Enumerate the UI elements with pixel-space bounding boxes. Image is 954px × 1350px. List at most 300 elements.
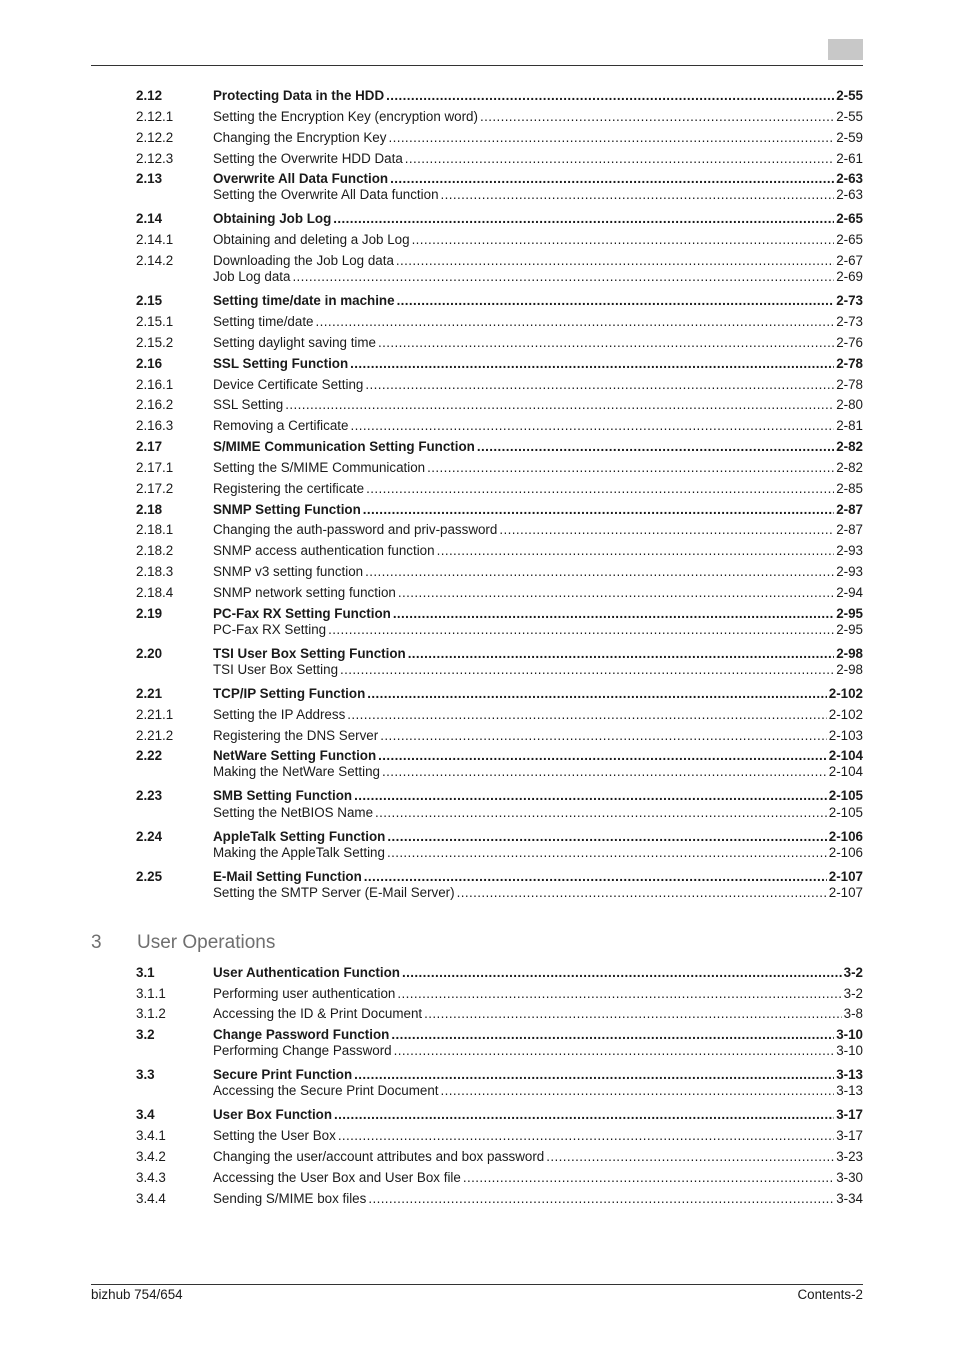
- toc-entry-title: SNMP Setting Function: [213, 502, 361, 517]
- toc-entry-number: 2.14.1: [136, 232, 174, 247]
- toc-entry-line: [213, 986, 863, 1002]
- toc-entry-number: 2.21.1: [136, 707, 174, 722]
- toc-entry-page: 3-10: [836, 1027, 863, 1042]
- toc-entry-number: 2.12.1: [136, 109, 174, 124]
- toc-entry-title: Setting time/date in machine: [213, 293, 395, 308]
- toc-entry-page: 2-59: [836, 130, 863, 145]
- toc-entry-title: Setting the IP Address: [213, 707, 346, 722]
- toc-entry-title: Obtaining Job Log: [213, 211, 332, 226]
- toc-entry-line: [213, 211, 863, 227]
- toc-entry[interactable]: [136, 845, 863, 861]
- toc-entry-line: [213, 564, 863, 580]
- toc-entry-number: 3.3: [136, 1067, 155, 1082]
- toc-entry-number: 2.14: [136, 211, 163, 226]
- toc-entry-line: [213, 1128, 863, 1144]
- toc-entry-page: 3-23: [836, 1149, 863, 1164]
- toc-entry-number: 2.16.2: [136, 397, 174, 412]
- toc-entry-line: [213, 788, 863, 804]
- toc-entry-number: 3.4.2: [136, 1149, 166, 1164]
- toc-entry-page: 2-76: [836, 335, 863, 350]
- toc-entry[interactable]: [136, 728, 863, 744]
- toc-entry-page: 2-102: [828, 707, 863, 722]
- toc-entry[interactable]: [136, 1083, 863, 1099]
- toc-entry-page: 2-95: [836, 606, 863, 621]
- toc-entry-line: [213, 187, 863, 203]
- toc-dot-leader: [424, 1006, 842, 1022]
- toc-entry-page: 2-65: [836, 211, 863, 226]
- toc-dot-leader: [285, 397, 834, 413]
- toc-entry-title: Setting the S/MIME Communication: [213, 460, 426, 475]
- toc-entry-title: Registering the DNS Server: [213, 728, 379, 743]
- footer-page-label: Contents-2: [797, 1287, 863, 1302]
- toc-entry-line: [213, 585, 863, 601]
- toc-dot-leader: [386, 88, 834, 104]
- toc-entry-line: [213, 646, 863, 662]
- toc-entry-number: 2.18: [136, 502, 163, 517]
- toc-entry-page: 3-34: [836, 1191, 863, 1206]
- toc-dot-leader: [398, 585, 834, 601]
- toc-dot-leader: [397, 293, 835, 309]
- toc-entry-page: 2-78: [836, 377, 863, 392]
- toc-entry[interactable]: [136, 439, 863, 455]
- toc-entry-line: [213, 232, 863, 248]
- toc-entry-page: 2-94: [836, 585, 863, 600]
- toc-entry-number: 2.12.2: [136, 130, 174, 145]
- toc-entry-number: 3.1.2: [136, 1006, 166, 1021]
- toc-entry-line: [213, 1027, 863, 1043]
- toc-entry-line: [213, 481, 863, 497]
- toc-entry[interactable]: [136, 1006, 863, 1022]
- toc-entry-number: 3.4.1: [136, 1128, 166, 1143]
- toc-entry-title: Making the AppleTalk Setting: [213, 845, 385, 860]
- toc-entry[interactable]: [136, 622, 863, 638]
- toc-entry-page: 2-102: [828, 686, 863, 701]
- toc-entry-title: Changing the user/account attributes and box password: [213, 1149, 545, 1164]
- toc-entry-page: 2-82: [836, 460, 863, 475]
- toc-entry-title: Accessing the ID & Print Document: [213, 1006, 423, 1021]
- toc-entry-title: TCP/IP Setting Function: [213, 686, 366, 701]
- toc-entry-title: Sending S/MIME box files: [213, 1191, 367, 1206]
- toc-entry-number: 2.17.1: [136, 460, 174, 475]
- toc-entry-number: 3.1: [136, 965, 155, 980]
- toc-entry[interactable]: [136, 211, 863, 227]
- toc-entry-title: Obtaining and deleting a Job Log: [213, 232, 410, 247]
- footer-rule: [91, 1284, 863, 1285]
- toc-entry-title: Device Certificate Setting: [213, 377, 364, 392]
- toc-entry[interactable]: [136, 1191, 863, 1207]
- toc-dot-leader: [463, 1170, 834, 1186]
- toc-entry[interactable]: [136, 1027, 863, 1043]
- toc-entry-title: TSI User Box Setting Function: [213, 646, 406, 661]
- toc-entry-line: [213, 88, 863, 104]
- toc-entry-line: [213, 1006, 863, 1022]
- toc-entry[interactable]: [136, 869, 863, 885]
- toc-entry-line: [213, 151, 863, 167]
- toc-entry-number: 2.20: [136, 646, 163, 661]
- toc-dot-leader: [368, 1191, 834, 1207]
- toc-dot-leader: [393, 606, 834, 622]
- toc-entry-number: 2.16: [136, 356, 163, 371]
- toc-dot-leader: [405, 151, 834, 167]
- toc-entry-number: 2.15.1: [136, 314, 174, 329]
- toc-entry[interactable]: [136, 585, 863, 601]
- toc-entry-line: [213, 1067, 863, 1083]
- toc-dot-leader: [338, 1128, 834, 1144]
- toc-entry[interactable]: [136, 232, 863, 248]
- toc-entry[interactable]: [136, 748, 863, 764]
- toc-entry-title: Setting time/date: [213, 314, 314, 329]
- toc-entry[interactable]: [136, 686, 863, 702]
- toc-dot-leader: [408, 646, 835, 662]
- toc-entry-page: 3-13: [836, 1067, 863, 1082]
- toc-entry-title: Accessing the Secure Print Document: [213, 1083, 439, 1098]
- toc-entry[interactable]: [136, 1128, 863, 1144]
- toc-entry-page: 2-107: [828, 885, 863, 900]
- toc-entry[interactable]: [136, 522, 863, 538]
- toc-entry-number: 3.4: [136, 1107, 155, 1122]
- toc-entry-line: [213, 543, 863, 559]
- toc-entry-page: 2-82: [836, 439, 863, 454]
- toc-entry-page: 3-2: [843, 965, 863, 980]
- toc-entry-title: Job Log data: [213, 269, 291, 284]
- header-tab-marker: [828, 39, 863, 60]
- toc-entry[interactable]: [136, 805, 863, 821]
- toc-dot-leader: [499, 522, 834, 538]
- toc-entry-page: 3-30: [836, 1170, 863, 1185]
- toc-entry-title: Secure Print Function: [213, 1067, 353, 1082]
- toc-dot-leader: [397, 986, 841, 1002]
- toc-dot-leader: [354, 1067, 834, 1083]
- toc-entry[interactable]: [136, 314, 863, 330]
- toc-entry-line: [213, 845, 863, 861]
- toc-dot-leader: [292, 269, 834, 285]
- toc-entry-title: PC-Fax RX Setting: [213, 622, 327, 637]
- toc-dot-leader: [546, 1149, 834, 1165]
- toc-entry-title: Change Password Function: [213, 1027, 390, 1042]
- toc-dot-leader: [387, 829, 826, 845]
- toc-entry-number: 2.17.2: [136, 481, 174, 496]
- toc-entry-number: 2.18.2: [136, 543, 174, 558]
- toc-entry-title: Changing the Encryption Key: [213, 130, 387, 145]
- toc-entry-page: 2-95: [836, 622, 863, 637]
- toc-entry-title: Downloading the Job Log data: [213, 253, 394, 268]
- toc-entry-number: 2.12: [136, 88, 163, 103]
- toc-entry-line: [213, 418, 863, 434]
- chapter-number: 3: [91, 932, 102, 953]
- toc-entry-number: 2.13: [136, 171, 163, 186]
- toc-entry-page: 2-55: [836, 88, 863, 103]
- toc-entry-title: Overwrite All Data Function: [213, 171, 389, 186]
- toc-entry-number: 2.17: [136, 439, 163, 454]
- toc-entry-page: 2-61: [836, 151, 863, 166]
- toc-entry-number: 2.25: [136, 869, 163, 884]
- toc-entry-number: 2.24: [136, 829, 163, 844]
- toc-entry[interactable]: [136, 662, 863, 678]
- toc-dot-leader: [437, 543, 835, 559]
- toc-entry[interactable]: [136, 293, 863, 309]
- toc-entry-line: [213, 460, 863, 476]
- toc-dot-leader: [412, 232, 835, 248]
- toc-entry-line: [213, 728, 863, 744]
- chapter-heading: [91, 932, 275, 954]
- toc-entry[interactable]: [136, 481, 863, 497]
- toc-dot-leader: [394, 1043, 835, 1059]
- toc-entry[interactable]: [136, 965, 863, 981]
- toc-dot-leader: [375, 805, 827, 821]
- toc-entry-title: PC-Fax RX Setting Function: [213, 606, 391, 621]
- toc-entry-line: [213, 1083, 863, 1099]
- toc-entry-page: 2-104: [828, 764, 863, 779]
- toc-entry[interactable]: [136, 543, 863, 559]
- toc-entry-page: 3-17: [836, 1107, 863, 1122]
- toc-dot-leader: [382, 764, 827, 780]
- toc-entry[interactable]: [136, 885, 863, 901]
- toc-entry-number: 2.18.4: [136, 585, 174, 600]
- toc-entry-number: 2.18.1: [136, 522, 174, 537]
- toc-entry-number: 2.23: [136, 788, 163, 803]
- toc-entry-title: E-Mail Setting Function: [213, 869, 362, 884]
- toc-entry-page: 2-98: [836, 662, 863, 677]
- toc-dot-leader: [480, 109, 834, 125]
- toc-entry-line: [213, 606, 863, 622]
- toc-entry-number: 2.14.2: [136, 253, 174, 268]
- toc-dot-leader: [333, 211, 834, 227]
- toc-entry-line: [213, 439, 863, 455]
- toc-entry-number: 3.2: [136, 1027, 155, 1042]
- toc-entry-title: Setting the Overwrite HDD Data: [213, 151, 403, 166]
- toc-entry[interactable]: [136, 564, 863, 580]
- toc-entry-page: 2-78: [836, 356, 863, 371]
- toc-entry[interactable]: [136, 356, 863, 372]
- toc-entry-line: [213, 686, 863, 702]
- toc-dot-leader: [402, 965, 842, 981]
- toc-entry-title: Setting the User Box: [213, 1128, 336, 1143]
- toc-entry[interactable]: [136, 502, 863, 518]
- toc-entry-number: 2.16.1: [136, 377, 174, 392]
- toc-entry-page: 3-8: [843, 1006, 863, 1021]
- toc-entry[interactable]: [136, 335, 863, 351]
- toc-entry-page: 3-13: [836, 1083, 863, 1098]
- toc-entry-line: [213, 965, 863, 981]
- footer-model: bizhub 754/654: [91, 1287, 183, 1302]
- toc-dot-leader: [427, 460, 834, 476]
- toc-dot-leader: [340, 662, 834, 678]
- toc-entry-line: [213, 662, 863, 678]
- toc-dot-leader: [391, 1027, 834, 1043]
- toc-entry-title: Removing a Certificate: [213, 418, 349, 433]
- toc-entry[interactable]: [136, 1043, 863, 1059]
- toc-entry-page: 2-98: [836, 646, 863, 661]
- toc-dot-leader: [390, 171, 834, 187]
- toc-entry[interactable]: [136, 707, 863, 723]
- toc-entry[interactable]: [136, 788, 863, 804]
- toc-entry-title: Setting daylight saving time: [213, 335, 377, 350]
- toc-dot-leader: [365, 377, 834, 393]
- toc-entry-page: 2-85: [836, 481, 863, 496]
- toc-entry-title: Protecting Data in the HDD: [213, 88, 385, 103]
- toc-dot-leader: [328, 622, 834, 638]
- toc-entry-line: [213, 397, 863, 413]
- toc-entry-page: 2-55: [836, 109, 863, 124]
- toc-entry-title: SNMP network setting function: [213, 585, 396, 600]
- toc-entry-title: User Box Function: [213, 1107, 333, 1122]
- toc-entry-line: [213, 1043, 863, 1059]
- toc-entry-page: 2-73: [836, 293, 863, 308]
- toc-entry[interactable]: [136, 829, 863, 845]
- toc-entry-page: 2-106: [828, 829, 863, 844]
- toc-entry-title: NetWare Setting Function: [213, 748, 377, 763]
- toc-entry[interactable]: [136, 171, 863, 187]
- toc-entry-number: 2.18.3: [136, 564, 174, 579]
- toc-entry-line: [213, 764, 863, 780]
- toc-entry-line: [213, 829, 863, 845]
- toc-entry-number: 3.4.4: [136, 1191, 166, 1206]
- toc-entry-title: Setting the Encryption Key (encryption word): [213, 109, 478, 124]
- toc-entry[interactable]: [136, 1067, 863, 1083]
- toc-entry-page: 2-87: [836, 502, 863, 517]
- toc-entry[interactable]: [136, 109, 863, 125]
- toc-entry-title: SNMP access authentication function: [213, 543, 435, 558]
- toc-entry[interactable]: [136, 377, 863, 393]
- toc-entry-page: 3-17: [836, 1128, 863, 1143]
- toc-entry-title: SMB Setting Function: [213, 788, 353, 803]
- toc-entry[interactable]: [136, 1170, 863, 1186]
- toc-entry[interactable]: [136, 646, 863, 662]
- toc-entry-line: [213, 1191, 863, 1207]
- toc-dot-leader: [363, 502, 834, 518]
- toc-entry-number: 2.21: [136, 686, 163, 701]
- toc-entry-page: 3-2: [843, 986, 863, 1001]
- toc-entry-title: Performing user authentication: [213, 986, 396, 1001]
- toc-entry-title: Changing the auth-password and priv-password: [213, 522, 498, 537]
- toc-entry-title: Making the NetWare Setting: [213, 764, 380, 779]
- toc-entry-number: 2.15: [136, 293, 163, 308]
- toc-entry-page: 2-103: [828, 728, 863, 743]
- toc-dot-leader: [380, 728, 827, 744]
- toc-entry-page: 2-105: [828, 805, 863, 820]
- toc-entry-number: 2.16.3: [136, 418, 174, 433]
- toc-entry-number: 3.4.3: [136, 1170, 166, 1185]
- toc-entry-page: 2-87: [836, 522, 863, 537]
- toc-entry-line: [213, 293, 863, 309]
- toc-entry-line: [213, 1149, 863, 1165]
- toc-entry-title: User Authentication Function: [213, 965, 400, 980]
- toc-entry-page: 2-81: [836, 418, 863, 433]
- toc-entry-line: [213, 869, 863, 885]
- toc-entry[interactable]: [136, 130, 863, 146]
- chapter-title: User Operations: [137, 932, 276, 953]
- toc-entry-title: SNMP v3 setting function: [213, 564, 364, 579]
- toc-dot-leader: [378, 335, 834, 351]
- toc-dot-leader: [441, 1083, 835, 1099]
- toc-entry-line: [213, 707, 863, 723]
- toc-entry-line: [213, 253, 863, 269]
- toc-entry-title: SSL Setting Function: [213, 356, 349, 371]
- toc-entry-page: 2-73: [836, 314, 863, 329]
- toc-dot-leader: [477, 439, 834, 455]
- toc-entry-line: [213, 522, 863, 538]
- toc-entry[interactable]: [136, 986, 863, 1002]
- toc-entry-line: [213, 748, 863, 764]
- toc-entry-page: 3-10: [836, 1043, 863, 1058]
- toc-entry-page: 2-63: [836, 187, 863, 202]
- toc-entry-page: 2-105: [828, 788, 863, 803]
- toc-entry-number: 3.1.1: [136, 986, 166, 1001]
- header-rule: [91, 65, 863, 66]
- toc-dot-leader: [387, 845, 827, 861]
- toc-entry-number: 2.19: [136, 606, 163, 621]
- toc-dot-leader: [366, 481, 834, 497]
- toc-entry-title: Setting the Overwrite All Data function: [213, 187, 439, 202]
- toc-dot-leader: [457, 885, 827, 901]
- toc-dot-leader: [367, 686, 826, 702]
- toc-entry-title: S/MIME Communication Setting Function: [213, 439, 475, 454]
- toc-entry-number: 2.21.2: [136, 728, 174, 743]
- toc-entry-line: [213, 1170, 863, 1186]
- toc-entry-page: 2-63: [836, 171, 863, 186]
- toc-dot-leader: [388, 130, 834, 146]
- toc-entry[interactable]: [136, 187, 863, 203]
- toc-entry-page: 2-65: [836, 232, 863, 247]
- toc-dot-leader: [378, 748, 827, 764]
- toc-dot-leader: [316, 314, 835, 330]
- toc-entry[interactable]: [136, 253, 863, 269]
- toc-entry-title: Performing Change Password: [213, 1043, 392, 1058]
- toc-entry-line: [213, 171, 863, 187]
- toc-entry-page: 2-93: [836, 543, 863, 558]
- toc-entry[interactable]: [136, 764, 863, 780]
- toc-entry-line: [213, 335, 863, 351]
- toc-entry-title: Setting the NetBIOS Name: [213, 805, 374, 820]
- toc-entry-line: [213, 377, 863, 393]
- toc-entry-title: Registering the certificate: [213, 481, 365, 496]
- toc-entry-title: SSL Setting: [213, 397, 284, 412]
- toc-entry-line: [213, 109, 863, 125]
- toc-entry[interactable]: [136, 418, 863, 434]
- toc-entry-page: 2-69: [836, 269, 863, 284]
- toc-dot-leader: [365, 564, 834, 580]
- toc-entry[interactable]: [136, 151, 863, 167]
- toc-dot-leader: [350, 418, 834, 434]
- toc-entry[interactable]: [136, 397, 863, 413]
- toc-entry-line: [213, 356, 863, 372]
- toc-entry-page: 2-93: [836, 564, 863, 579]
- toc-entry-line: [213, 1107, 863, 1123]
- toc-entry[interactable]: [136, 460, 863, 476]
- toc-entry-number: 2.12.3: [136, 151, 174, 166]
- toc-dot-leader: [354, 788, 827, 804]
- toc-entry-line: [213, 622, 863, 638]
- toc-entry-line: [213, 885, 863, 901]
- toc-entry-page: 2-106: [828, 845, 863, 860]
- toc-entry[interactable]: [136, 1149, 863, 1165]
- toc-entry-line: [213, 269, 863, 285]
- toc-entry[interactable]: [136, 606, 863, 622]
- toc-entry-number: 2.22: [136, 748, 163, 763]
- toc-entry-line: [213, 314, 863, 330]
- toc-dot-leader: [347, 707, 826, 723]
- toc-entry-page: 2-107: [828, 869, 863, 884]
- toc-entry[interactable]: [136, 1107, 863, 1123]
- toc-dot-leader: [334, 1107, 834, 1123]
- toc-entry-title: TSI User Box Setting: [213, 662, 339, 677]
- toc-entry[interactable]: [136, 269, 863, 285]
- toc-entry[interactable]: [136, 88, 863, 104]
- toc-dot-leader: [364, 869, 827, 885]
- toc-dot-leader: [396, 253, 834, 269]
- toc-entry-page: 2-80: [836, 397, 863, 412]
- toc-entry-line: [213, 130, 863, 146]
